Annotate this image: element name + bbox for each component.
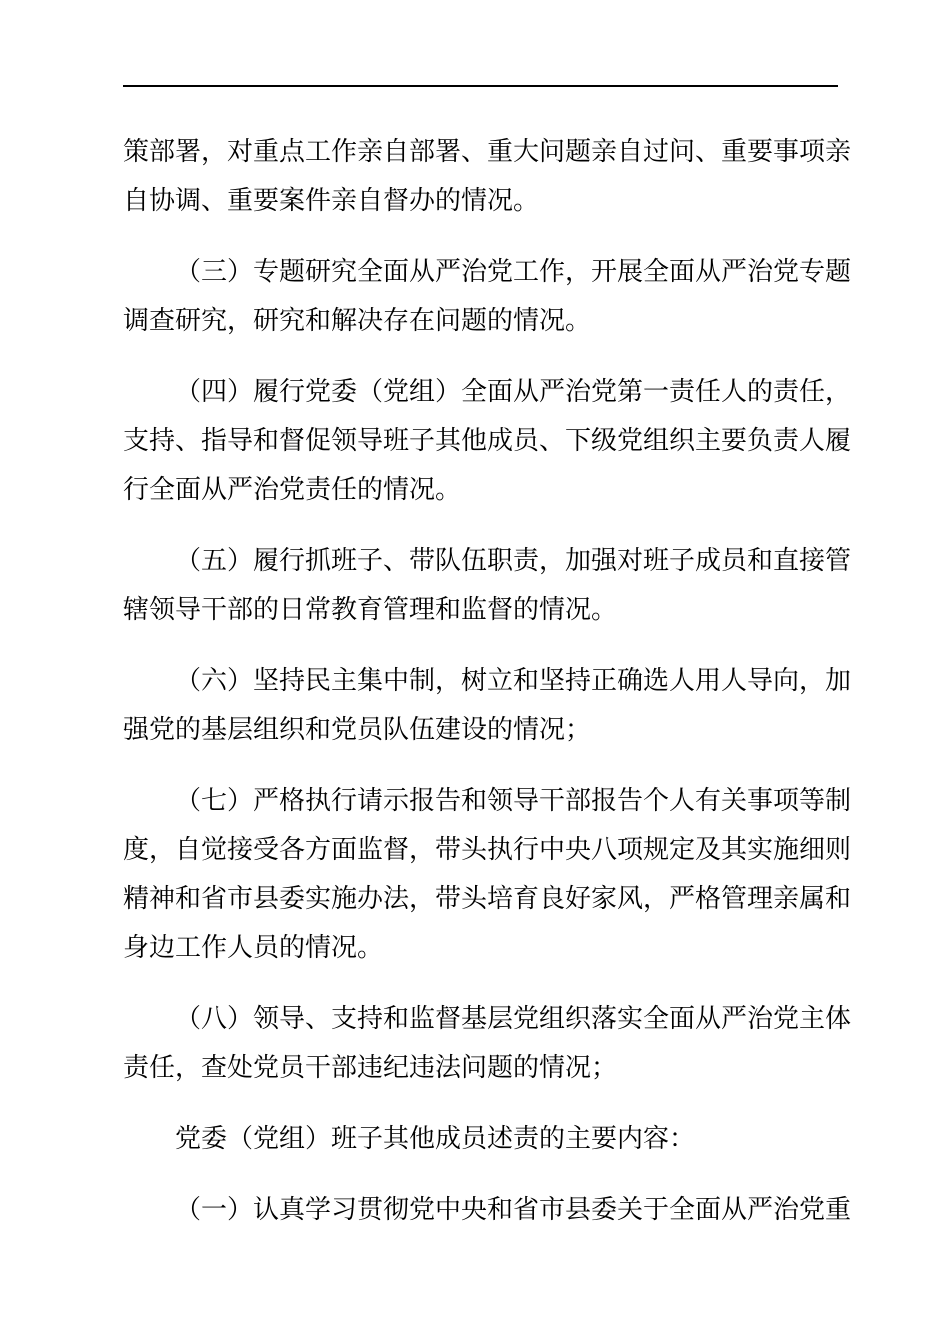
text-line: 强党的基层组织和党员队伍建设的情况；: [123, 715, 592, 745]
header-rule: [123, 85, 838, 87]
text-line: 自协调、重要案件亲自督办的情况。: [123, 186, 540, 216]
text-line: （七）严格执行请示报告和领导干部报告个人有关事项等制: [175, 786, 852, 816]
text-line: 精神和省市县委实施办法，带头培育良好家风，严格管理亲属和: [123, 884, 852, 914]
paragraph-item-8: [123, 995, 852, 1093]
text-line: 行全面从严治党责任的情况。: [123, 475, 462, 505]
paragraph-continuation: [123, 128, 852, 226]
text-line: 党委（党组）班子其他成员述责的主要内容：: [175, 1124, 696, 1154]
text-line: （一）认真学习贯彻党中央和省市县委关于全面从严治党重: [175, 1195, 852, 1225]
document-body: [123, 128, 852, 1235]
paragraph-item-4: [123, 368, 852, 515]
paragraph-item-6: [123, 657, 852, 755]
text-line: 策部署，对重点工作亲自部署、重大问题亲自过问、重要事项亲: [123, 137, 852, 167]
paragraph-item-3: [123, 248, 852, 346]
text-line: 辖领导干部的日常教育管理和监督的情况。: [123, 595, 618, 625]
paragraph-section-heading: [123, 1115, 838, 1164]
text-line: 支持、指导和督促领导班子其他成员、下级党组织主要负责人履: [123, 426, 852, 456]
text-line: 调查研究，研究和解决存在问题的情况。: [123, 306, 592, 336]
paragraph-item-7: [123, 777, 852, 973]
text-line: （六）坚持民主集中制，树立和坚持正确选人用人导向，加: [175, 666, 852, 696]
text-line: 身边工作人员的情况。: [123, 933, 384, 963]
text-line: （五）履行抓班子、带队伍职责，加强对班子成员和直接管: [175, 546, 852, 576]
text-line: 责任，查处党员干部违纪违法问题的情况；: [123, 1053, 618, 1083]
paragraph-item-1: [123, 1186, 852, 1235]
text-line: （三）专题研究全面从严治党工作，开展全面从严治党专题: [175, 257, 852, 287]
text-line: 度，自觉接受各方面监督，带头执行中央八项规定及其实施细则: [123, 835, 852, 865]
text-line: （八）领导、支持和监督基层党组织落实全面从严治党主体: [175, 1004, 852, 1034]
text-line: （四）履行党委（党组）全面从严治党第一责任人的责任，: [175, 377, 852, 407]
paragraph-item-5: [123, 537, 852, 635]
